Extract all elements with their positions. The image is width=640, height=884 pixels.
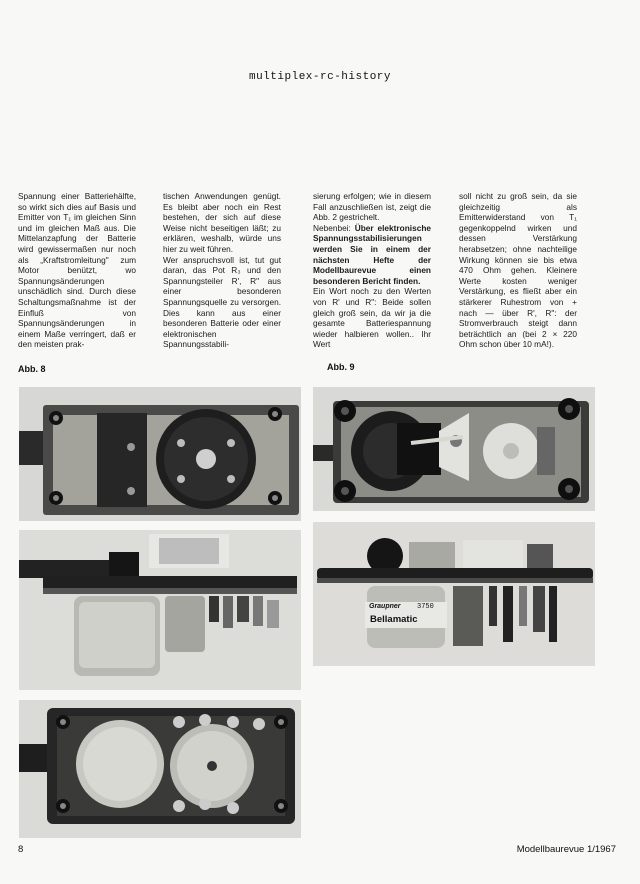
paragraph: tischen Anwendungen genügt. Es bleibt aber noch ein Rest bestehen, der sich auf diese Weise nicht beseitigen läßt; zu erklären, weshalb, würde uns hier zu weit führen. [163, 191, 281, 254]
paragraph: soll nicht zu groß sein, da sie gleichzeitig als Emitterwiderstand von T₁ gegenkoppelnd wirken und dessen Verstärkung herabsetzen; ohne nachteilige Wirkung können sie bis etwa 470 Ohm gehen. Kleinere Werte kosten weniger Verstärkung, es fließt aber ein stärkerer Ruhestrom von + nach — über R', R": der Stromverbrauch steigt dann beträchtlich an (bei 2 × 220 Ohm schon über 10 mA!). [459, 191, 577, 350]
figure-caption-abb-9: Abb. 9 [327, 362, 355, 372]
battery-label-brand: Graupner [369, 603, 401, 610]
battery-label-name: Bellamatic [370, 614, 418, 625]
photo-abb9-side-view [313, 522, 595, 666]
battery-label-number: 3750 [417, 603, 434, 611]
paragraph: Wer anspruchsvoll ist, tut gut daran, das Pot R₃ und den Spannungsteiler R', R" aus einer besonderen Spannungsquelle zu versorgen. Dies kann aus einer besonderen Batterie oder einer elektronischen Spannungsstabili- [163, 254, 281, 350]
page-number: 8 [18, 844, 24, 855]
photo-abb8-side-view [19, 530, 301, 690]
watermark: multiplex-rc-history [248, 71, 392, 83]
photo-abb8-bottom-view [19, 700, 301, 838]
photo-abb8-top-view [19, 387, 301, 521]
journal-issue: Modellbaurevue 1/1967 [516, 844, 616, 855]
text-column-1 [18, 191, 136, 350]
text-column-4 [459, 191, 577, 350]
text-column-2 [163, 191, 281, 350]
aside-label: Nebenbei: [313, 222, 355, 233]
paragraph: Ein Wort noch zu den Werten von R' und R": Beide sollen gleich groß sein, da wir ja die gesamte Batteriespannung wieder halbieren wollen.. Ihr Wert [313, 286, 431, 350]
figure-caption-abb-8: Abb. 8 [18, 364, 46, 374]
photo-abb9-top-view [313, 387, 595, 511]
bold-notice: Über elektronische Spannungsstabilisierungen werden Sie in einem der nächsten Hefte der Modellbaurevue einen besonderen Bericht finden. [313, 222, 431, 286]
text-column-3 [313, 191, 431, 350]
paragraph [313, 223, 431, 287]
paragraph: Spannung einer Batteriehälfte, so wirkt sich dies auf Basis und Emitter von T₁ im gleichen Sinn und im gleichen Maß aus. Die Mittelanzapfung der Batterie wird gewissermaßen nur noch als „Kraftstromleitung" zum Motor benützt, wo Spannungsänderungen unschädlich sind. Durch diese Schaltungsmaßnahme ist der Einfluß von Spannungsänderungen in einem Maße verringert, daß er den meisten prak- [18, 191, 136, 350]
paragraph: sierung erfolgen; wie in diesem Fall anzuschließen ist, zeigt die Abb. 2 gestrichelt. [313, 191, 431, 223]
